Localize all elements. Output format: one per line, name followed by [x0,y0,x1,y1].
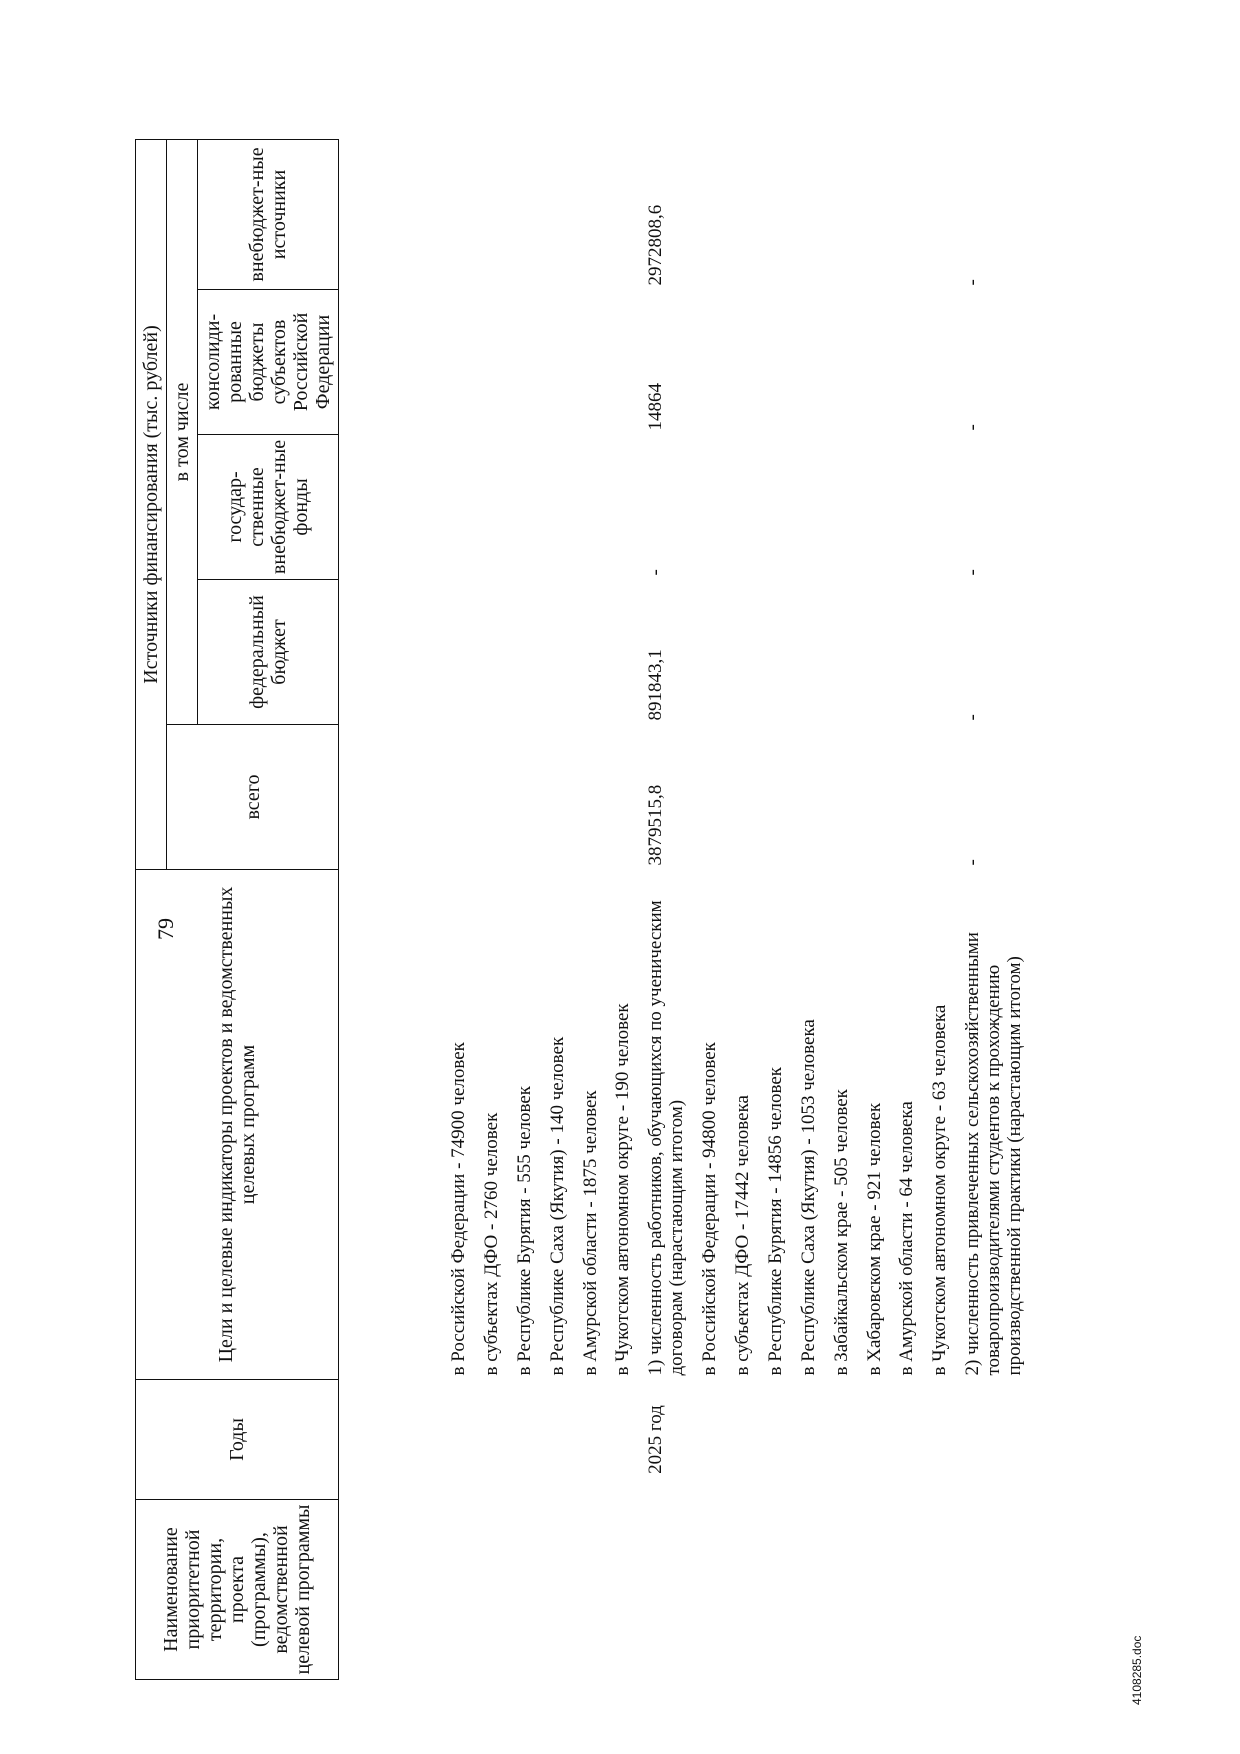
cell-gov-funds [694,435,727,580]
cell-year [575,1380,608,1500]
cell-extrabudget [607,139,640,289]
cell-name [509,1500,542,1680]
table-row [694,139,727,1679]
cell-name [575,1500,608,1680]
cell-name [694,1500,727,1680]
cell-extrabudget [575,139,608,289]
cell-year [957,1380,1032,1500]
cell-name [924,1500,957,1680]
page-number: 79 [153,918,178,940]
cell-goal: в Российской Федерации - 94800 человек [699,1042,721,1376]
table-row [957,139,1032,1679]
cell-extrabudget [924,139,957,289]
cell-gov-funds [891,435,924,580]
cell-gov-funds: - [962,569,984,576]
cell-federal [694,580,727,725]
cell-goal: в субъектах ДФО - 17442 человека [732,1095,754,1376]
table-row [727,139,760,1679]
header-name-column: Наименование приоритетной территории, проекта (программы), ведомственной целевой программы [136,1500,339,1680]
cell-goal: в Российской Федерации - 74900 человек [448,1042,469,1376]
cell-total [443,725,476,870]
cell-name [542,1500,575,1680]
cell-year: 2025 год [645,1405,667,1474]
cell-total [924,725,957,870]
cell-total [891,725,924,870]
cell-consolidated [575,290,608,435]
table-row [640,139,694,1679]
table-row [859,139,892,1679]
cell-gov-funds [859,435,892,580]
cell-extrabudget [859,139,892,289]
cell-consolidated: 14864 [645,383,667,431]
cell-name [826,1500,859,1680]
cell-extrabudget [826,139,859,289]
cell-year [542,1380,575,1500]
cell-total [859,725,892,870]
financing-table [135,139,1032,1680]
cell-goal: в Забайкальском крае - 505 человек [830,1089,852,1376]
cell-extrabudget [542,139,575,289]
cell-total [542,725,575,870]
cell-goal: в Республике Бурятия - 14856 человек [764,1066,786,1376]
table-row [443,139,476,1679]
cell-gov-funds [509,435,542,580]
cell-goal: в Республике Саха (Якутия) - 140 человек [546,1036,568,1376]
header-extrabudget: внебюджет-ные источники [198,139,339,289]
cell-name [760,1500,793,1680]
cell-year [891,1380,924,1500]
cell-total [476,725,509,870]
cell-name [443,1500,476,1680]
cell-year [476,1380,509,1500]
document-id: 4108285.doc [1130,1635,1144,1705]
cell-federal [607,580,640,725]
cell-extrabudget [509,139,542,289]
cell-gov-funds [826,435,859,580]
cell-federal [542,580,575,725]
cell-goal: в субъектах ДФО - 2760 человек [480,1112,502,1376]
cell-extrabudget: - [962,279,984,286]
cell-goal: в Республике Бурятия - 555 человек [513,1085,535,1376]
cell-total: 3879515,8 [645,784,667,866]
cell-consolidated [793,290,826,435]
cell-total: - [962,859,984,866]
cell-consolidated [760,290,793,435]
cell-name [859,1500,892,1680]
header-federal: федеральный бюджет [198,580,339,725]
cell-goal: в Чукотском автономном округе - 190 человек [612,1003,634,1376]
table-row [924,139,957,1679]
cell-name [793,1500,826,1680]
table-row [476,139,509,1679]
cell-extrabudget [694,139,727,289]
cell-gov-funds: - [645,569,667,576]
cell-year [760,1380,793,1500]
cell-goal: в Амурской области - 64 человека [896,1101,918,1376]
cell-total [793,725,826,870]
cell-name [476,1500,509,1680]
cell-total [727,725,760,870]
cell-consolidated [859,290,892,435]
cell-year [509,1380,542,1500]
cell-consolidated [727,290,760,435]
cell-consolidated: - [962,424,984,431]
cell-goal: 2) численность привлеченных сельскохозяйственными товаропроизводителями студентов к прохождению производственной практики (нарастающим итогом) [962,932,1026,1376]
cell-consolidated [891,290,924,435]
cell-consolidated [509,290,542,435]
cell-federal [476,580,509,725]
cell-consolidated [542,290,575,435]
cell-federal: 891843,1 [645,649,667,721]
header-total: всего [167,725,339,870]
table-row [891,139,924,1679]
cell-goal: в Чукотском автономном округе - 63 человека [929,1004,951,1376]
cell-goal: в Республике Саха (Якутия) - 1053 человека [797,1019,819,1376]
table-header [136,139,339,1679]
table-row [607,139,640,1679]
cell-extrabudget [476,139,509,289]
cell-federal [443,580,476,725]
cell-year [607,1380,640,1500]
cell-name [957,1500,1032,1680]
cell-year [443,1380,476,1500]
cell-extrabudget [443,139,476,289]
header-sources: Источники финансирования (тыс. рублей) [136,139,167,869]
cell-federal [859,580,892,725]
cell-year [826,1380,859,1500]
cell-goal: в Хабаровском крае - 921 человек [863,1102,885,1376]
cell-year [727,1380,760,1500]
cell-federal: - [962,714,984,721]
cell-total [826,725,859,870]
spacer-row [339,139,444,1679]
cell-gov-funds [607,435,640,580]
cell-consolidated [476,290,509,435]
cell-gov-funds [443,435,476,580]
cell-name [607,1500,640,1680]
cell-total [694,725,727,870]
cell-name [727,1500,760,1680]
cell-gov-funds [727,435,760,580]
cell-federal [891,580,924,725]
cell-gov-funds [793,435,826,580]
cell-name [640,1500,694,1680]
table-row [793,139,826,1679]
cell-year [859,1380,892,1500]
cell-year [924,1380,957,1500]
table-body [339,139,1032,1679]
cell-consolidated [607,290,640,435]
cell-total [509,725,542,870]
cell-federal [924,580,957,725]
header-gov-funds: государ-ственные внебюджет-ные фонды [198,435,339,580]
cell-federal [793,580,826,725]
cell-consolidated [826,290,859,435]
cell-year [793,1380,826,1500]
cell-gov-funds [760,435,793,580]
header-including: в том числе [167,139,198,724]
cell-gov-funds [542,435,575,580]
cell-gov-funds [476,435,509,580]
cell-extrabudget [793,139,826,289]
cell-goal: в Амурской области - 1875 человек [579,1090,601,1376]
table-row [826,139,859,1679]
cell-extrabudget [891,139,924,289]
cell-extrabudget: 2972808,6 [645,204,667,286]
cell-total [575,725,608,870]
header-consolidated: консолиди-рованные бюджеты субъектов Российской Федерации [198,290,339,435]
cell-federal [509,580,542,725]
cell-extrabudget [760,139,793,289]
cell-federal [760,580,793,725]
cell-extrabudget [727,139,760,289]
rotated-sheet [105,140,1235,1680]
cell-goal: 1) численность работников, обучающихся по ученическим договорам (нарастающим итогом) [645,900,688,1376]
cell-year [694,1380,727,1500]
cell-consolidated [924,290,957,435]
header-years-column: Годы [136,1380,339,1500]
cell-consolidated [443,290,476,435]
cell-gov-funds [575,435,608,580]
table-row [509,139,542,1679]
cell-federal [826,580,859,725]
table-row [542,139,575,1679]
cell-name [891,1500,924,1680]
cell-federal [727,580,760,725]
table-row [760,139,793,1679]
cell-federal [575,580,608,725]
cell-consolidated [694,290,727,435]
cell-total [607,725,640,870]
table-row [575,139,608,1679]
header-goals-column: Цели и целевые индикаторы проектов и ведомственных целевых программ [136,870,339,1380]
cell-gov-funds [924,435,957,580]
cell-total [760,725,793,870]
